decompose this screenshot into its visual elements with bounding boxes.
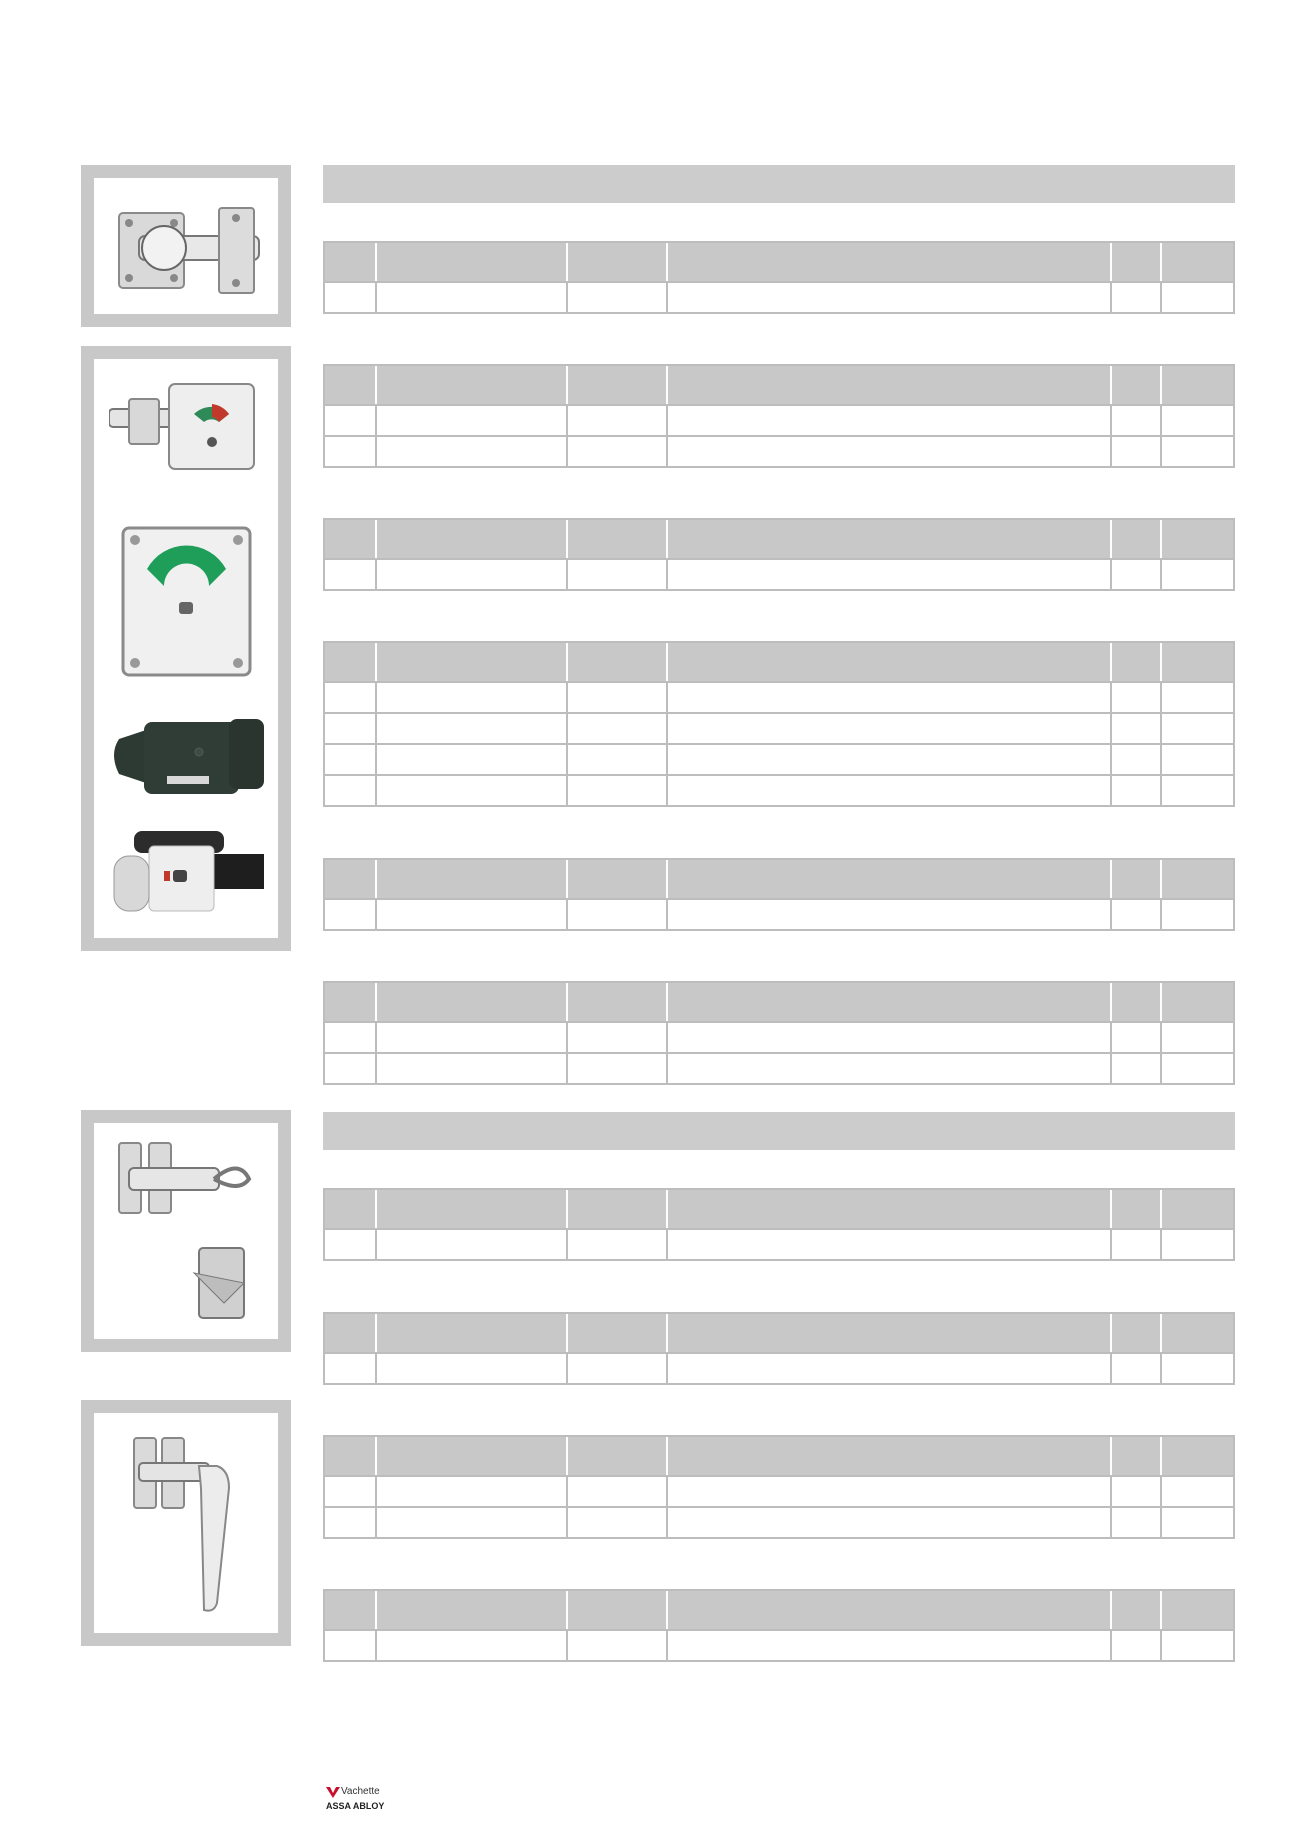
table-row: [325, 712, 1233, 743]
spec-table-8: [323, 1312, 1235, 1385]
section-banner-2: [323, 1112, 1235, 1150]
product-frame-4: [81, 1400, 291, 1646]
table-header: [325, 243, 1233, 281]
spec-table-10: [323, 1589, 1235, 1662]
black-lock-photo: [109, 714, 269, 799]
table-row: [325, 681, 1233, 712]
table-header: [325, 643, 1233, 681]
spec-table-4: [323, 641, 1235, 807]
spec-table-6: [323, 981, 1235, 1085]
table-row: [325, 1052, 1233, 1083]
spec-table-5: [323, 858, 1235, 931]
vachette-v-icon: [326, 1787, 340, 1799]
table-header: [325, 860, 1233, 898]
table-header: [325, 1314, 1233, 1352]
table-row: [325, 1475, 1233, 1506]
spec-table-3: [323, 518, 1235, 591]
table-row: [325, 281, 1233, 312]
table-row: [325, 774, 1233, 805]
table-row: [325, 898, 1233, 929]
product-frame-1: [81, 165, 291, 327]
table-header: [325, 366, 1233, 404]
indicator-bolt-photo: [109, 374, 264, 474]
table-row: [325, 1021, 1233, 1052]
group-name: ASSA ABLOY: [326, 1801, 385, 1811]
table-row: [325, 435, 1233, 466]
table-header: [325, 1437, 1233, 1475]
spec-table-9: [323, 1435, 1235, 1539]
spec-table-7: [323, 1188, 1235, 1261]
table-header: [325, 520, 1233, 558]
table-row: [325, 404, 1233, 435]
table-row: [325, 1352, 1233, 1383]
product-frame-2: [81, 346, 291, 951]
black-white-lock-photo: [109, 826, 269, 921]
table-header: [325, 983, 1233, 1021]
brand-name: Vachette: [341, 1786, 380, 1797]
table-row: [325, 1629, 1233, 1660]
table-header: [325, 1190, 1233, 1228]
lever-latch-photo: [129, 1428, 249, 1623]
spec-table-2: [323, 364, 1235, 468]
table-row: [325, 1506, 1233, 1537]
green-indicator-plate-photo: [119, 524, 254, 679]
section-banner-1: [323, 165, 1235, 203]
table-row: [325, 558, 1233, 589]
table-header: [325, 1591, 1233, 1629]
vachette-assa-abloy-logo: [326, 1786, 406, 1816]
spec-table-1: [323, 241, 1235, 314]
product-frame-3: [81, 1110, 291, 1352]
barrel-bolt-photo: [109, 198, 264, 298]
hook-latch-photo: [114, 1133, 264, 1338]
table-row: [325, 743, 1233, 774]
table-row: [325, 1228, 1233, 1259]
